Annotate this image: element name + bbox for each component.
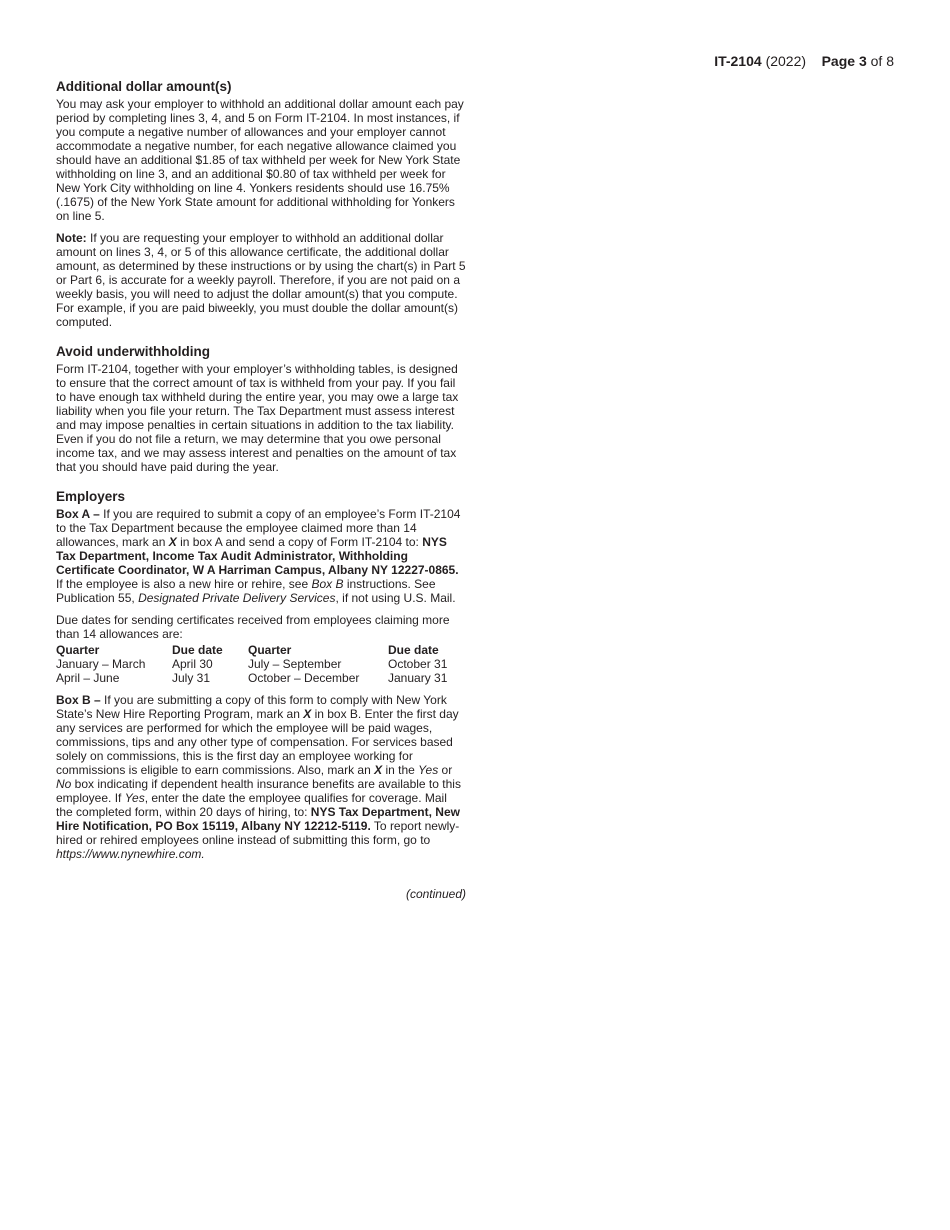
- due-dates-table: [56, 643, 461, 685]
- publication-title: Designated Private Delivery Services: [138, 591, 336, 605]
- box-b-text-4: box indicating if dependent health insurance benefits are available to this employee. If: [56, 777, 461, 805]
- box-a-text-5: , if not using U.S. Mail.: [335, 591, 456, 605]
- employers-heading: Employers: [56, 489, 126, 504]
- note-paragraph: [56, 231, 466, 329]
- page-of: of 8: [870, 53, 894, 69]
- instructions-column: [56, 79, 466, 901]
- table-cell: October 31: [388, 657, 448, 671]
- no-word: No: [56, 777, 72, 791]
- box-b-paragraph: [56, 693, 466, 861]
- box-b-text-3: in the: [382, 763, 419, 777]
- table-cell: January 31: [388, 671, 448, 685]
- x-mark: X: [374, 763, 383, 777]
- box-b-text-6: To report newly-hired or rehired employees online instead of submitting this form, go to: [56, 819, 460, 847]
- table-header: Due date: [172, 643, 223, 657]
- page-number: 3: [858, 53, 867, 69]
- table-cell: January – March: [56, 657, 146, 671]
- box-b-reference: Box B: [311, 577, 344, 591]
- avoid-underwithholding-paragraph: Form IT-2104, together with your employer’s withholding tables, is designed to ensure that the correct amount of tax is withheld from your pay. If you fail to have enough tax withheld during the entire year, you may owe a large tax liability when you file your return. The Tax Department must assess interest and may impose penalties in certain situations in addition to the tax liability. Even if you do not file a return, we may determine that you owe personal income tax, and we may assess interest and penalties on the amount of tax that you should have paid during the year.: [56, 362, 459, 474]
- table-header: Quarter: [56, 643, 100, 657]
- table-cell: July 31: [172, 671, 211, 685]
- x-mark: X: [168, 535, 177, 549]
- additional-dollar-paragraph: You may ask your employer to withhold an additional dollar amount each pay period by completing lines 3, 4, and 5 on Form IT-2104. In most instances, if you compute a negative number of allowances and your employer cannot accommodate a negative number, for each negative allowance claimed you should have an additional $1.85 of tax withheld per week for New York State withholding on line 3, and an additional $0.80 of tax withheld per week for New York City withholding on line 4. Yonkers residents should use 16.75% (.1675) of the New York State amount for additional withholding for Yonkers on line 5.: [56, 97, 464, 223]
- box-a-paragraph: [56, 507, 466, 605]
- table-row: [56, 671, 461, 685]
- nynewhire-url: https://www.nynewhire.com.: [56, 847, 205, 861]
- box-a-text-4: instructions. See Publication 55,: [56, 577, 436, 605]
- box-a-label: Box A –: [56, 507, 100, 521]
- box-a-text-3: If the employee is also a new hire or rehire, see: [56, 577, 312, 591]
- table-header-row: [56, 643, 461, 657]
- additional-dollar-heading: Additional dollar amount(s): [56, 79, 232, 94]
- form-year: (2022): [765, 53, 807, 69]
- yes-word: Yes: [418, 763, 439, 777]
- table-row: [56, 657, 461, 671]
- or-word: or: [438, 763, 453, 777]
- table-cell: April – June: [56, 671, 120, 685]
- note-text: If you are requesting your employer to withhold an additional dollar amount on lines 3, 4, or 5 of this allowance certificate, the additional dollar amount, as determined by these instructions or by using the chart(s) in Part 5 or Part 6, is accurate for a weekly payroll. Therefore, if you are not paid on a weekly basis, you will need to adjust the dollar amount(s) that you compute. For example, if you are paid biweekly, you must double the dollar amount(s) computed.: [56, 231, 466, 329]
- box-b-text-2: in box B. Enter the first day any services are performed for which the employee will be paid wages, commissions, tips and any other type of compensation. For services based solely on commissions, this is the first day an employee working for commissions is eligible to earn commissions. Also, mark an: [56, 707, 459, 777]
- box-b-label: Box B –: [56, 693, 101, 707]
- note-label: Note:: [56, 231, 87, 245]
- box-b-text-5: , enter the date the employee qualifies for coverage. Mail the completed form, within 20 days of hiring, to:: [56, 791, 447, 819]
- box-a-text-1: If you are required to submit a copy of an employee’s Form IT-2104 to the Tax Department because the employee claimed more than 14 allowances, mark an: [56, 507, 461, 549]
- table-header: Due date: [388, 643, 439, 657]
- box-a-address: NYS Tax Department, Income Tax Audit Administrator, Withholding Certificate Coordinator, W A Harriman Campus, Albany NY 12227-0865.: [56, 535, 459, 577]
- table-header: Quarter: [248, 643, 292, 657]
- continued-label: (continued): [405, 887, 466, 901]
- page-label: Page: [821, 53, 856, 69]
- table-cell: April 30: [172, 657, 213, 671]
- table-cell: July – September: [248, 657, 342, 671]
- avoid-underwithholding-heading: Avoid underwithholding: [56, 344, 210, 359]
- yes-word: Yes: [124, 791, 145, 805]
- box-a-text-2: in box A and send a copy of Form IT-2104 to:: [176, 535, 423, 549]
- box-b-text-1: If you are submitting a copy of this form to comply with New York State’s New Hire Reporting Program, mark an: [56, 693, 447, 721]
- form-id: IT-2104: [714, 53, 762, 69]
- table-cell: October – December: [248, 671, 360, 685]
- box-b-address: NYS Tax Department, New Hire Notification, PO Box 15119, Albany NY 12212-5119.: [56, 805, 460, 833]
- x-mark: X: [303, 707, 312, 721]
- due-dates-intro: Due dates for sending certificates received from employees claiming more than 14 allowances are:: [56, 613, 450, 641]
- page-header: [714, 53, 894, 69]
